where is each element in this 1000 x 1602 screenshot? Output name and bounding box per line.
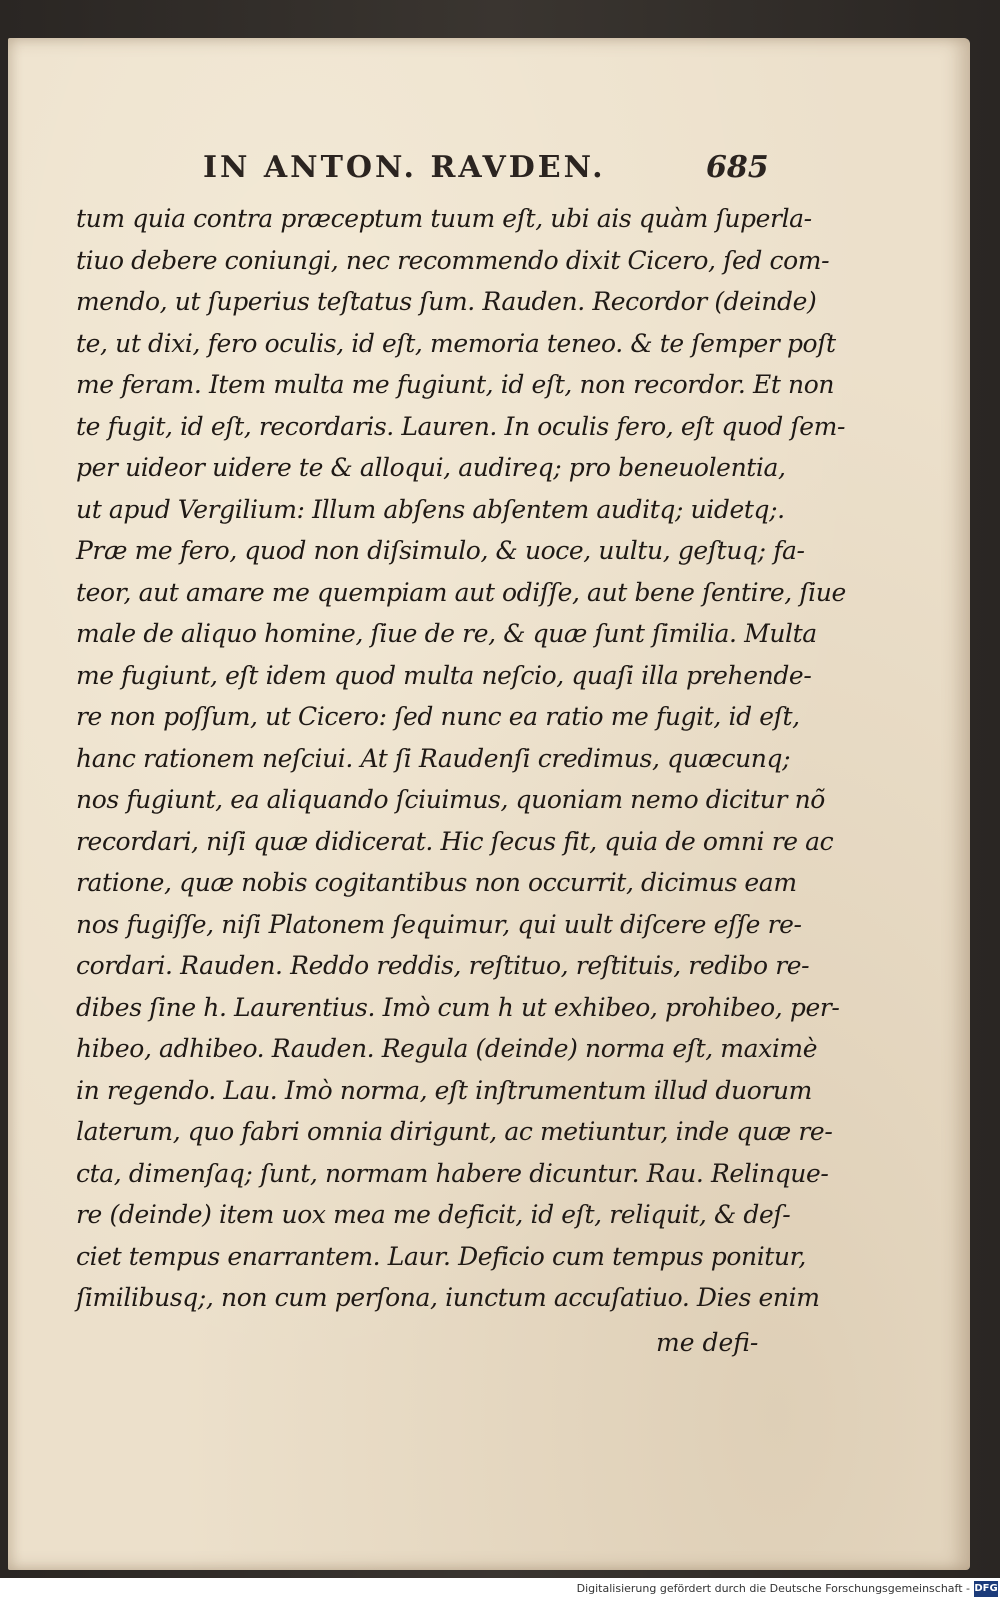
text-line: re non poſſum, ut Cicero: ſed nunc ea ratio me fugit, id eſt, [76,702,800,731]
text-line: nos fugiſſe, niſi Platonem ſequimur, qui uult diſcere eſſe re- [76,909,802,939]
catchword: me defi- [656,1328,759,1357]
text-line: cordari. Rauden. Reddo reddis, reſtituo, reſtituis, redibo re- [76,951,810,980]
text-line: in regendo. Lau. Imò norma, eſt inſtrumentum illud duorum [76,1075,812,1105]
body-text [76,198,846,1319]
text-line: hanc rationem neſciui. At ſi Raudenſi credimus, quæcunq; [76,743,791,773]
text-line: me fugiunt, eſt idem quod multa neſcio, quaſi illa prehende- [76,660,812,690]
text-line: te, ut dixi, fero oculis, id eſt, memoria teneo. & te ſemper poſt [76,328,836,358]
text-line: per uideor uidere te & alloqui, audireq; pro beneuolentia, [76,453,786,482]
text-line: ratione, quæ nobis cogitantibus non occurrit, dicimus eam [76,868,797,897]
text-line: me feram. Item multa me fugiunt, id eſt, non recordor. Et non [76,370,835,399]
running-head: IN ANTON. RAVDEN. [203,150,606,185]
footer-bar [0,1578,1000,1602]
funding-credit: Digitalisierung gefördert durch die Deutsche Forschungsgemeinschaft - [576,1582,970,1595]
text-line: teor, aut amare me quempiam aut odiſſe, aut bene ſentire, ſiue [76,577,846,607]
book-page [8,38,970,1570]
text-line: ciet tempus enarrantem. Laur. Deficio cum tempus ponitur, [76,1241,806,1271]
text-line: recordari, niſi quæ didicerat. Hic ſecus fit, quia de omni re ac [76,826,834,856]
text-line: te fugit, id eſt, recordaris. Lauren. In oculis fero, eſt quod ſem- [76,411,846,441]
text-line: tiuo debere coniungi, nec recommendo dixit Cicero, ſed com- [76,245,830,275]
text-line: tum quia contra præceptum tuum eſt, ubi ais quàm ſuperla- [76,204,812,233]
text-line: mendo, ut ſuperius teſtatus ſum. Rauden. Recordor (deinde) [76,287,817,316]
text-line: cta, dimenſaq; ſunt, normam habere dicuntur. Rau. Relinque- [76,1158,829,1188]
text-line: nos fugiunt, ea aliquando ſciuimus, quoniam nemo dicitur nõ [76,785,825,814]
dfg-logo-icon: DFG [974,1581,998,1597]
text-line: male de aliquo homine, ſiue de re, & quæ ſunt ſimilia. Multa [76,619,817,648]
text-line: ſimilibusq;, non cum perſona, iunctum accuſatiuo. Dies enim [76,1283,820,1312]
text-line: Præ me fero, quod non diſsimulo, & uoce, uultu, geſtuq; fa- [76,536,805,565]
text-line: hibeo, adhibeo. Rauden. Regula (deinde) norma eſt, maximè [76,1034,818,1063]
text-line: dibes ſine h. Laurentius. Imò cum h ut exhibeo, prohibeo, per- [76,992,840,1022]
page-number: 685 [706,150,769,185]
text-line: re (deinde) item uox mea me deficit, id eſt, reliquit, & deſ- [76,1200,791,1229]
text-line: laterum, quo fabri omnia dirigunt, ac metiuntur, inde quæ re- [76,1117,833,1146]
text-line: ut apud Vergilium: Illum abſens abſentem auditq; uidetq;. [76,494,785,524]
